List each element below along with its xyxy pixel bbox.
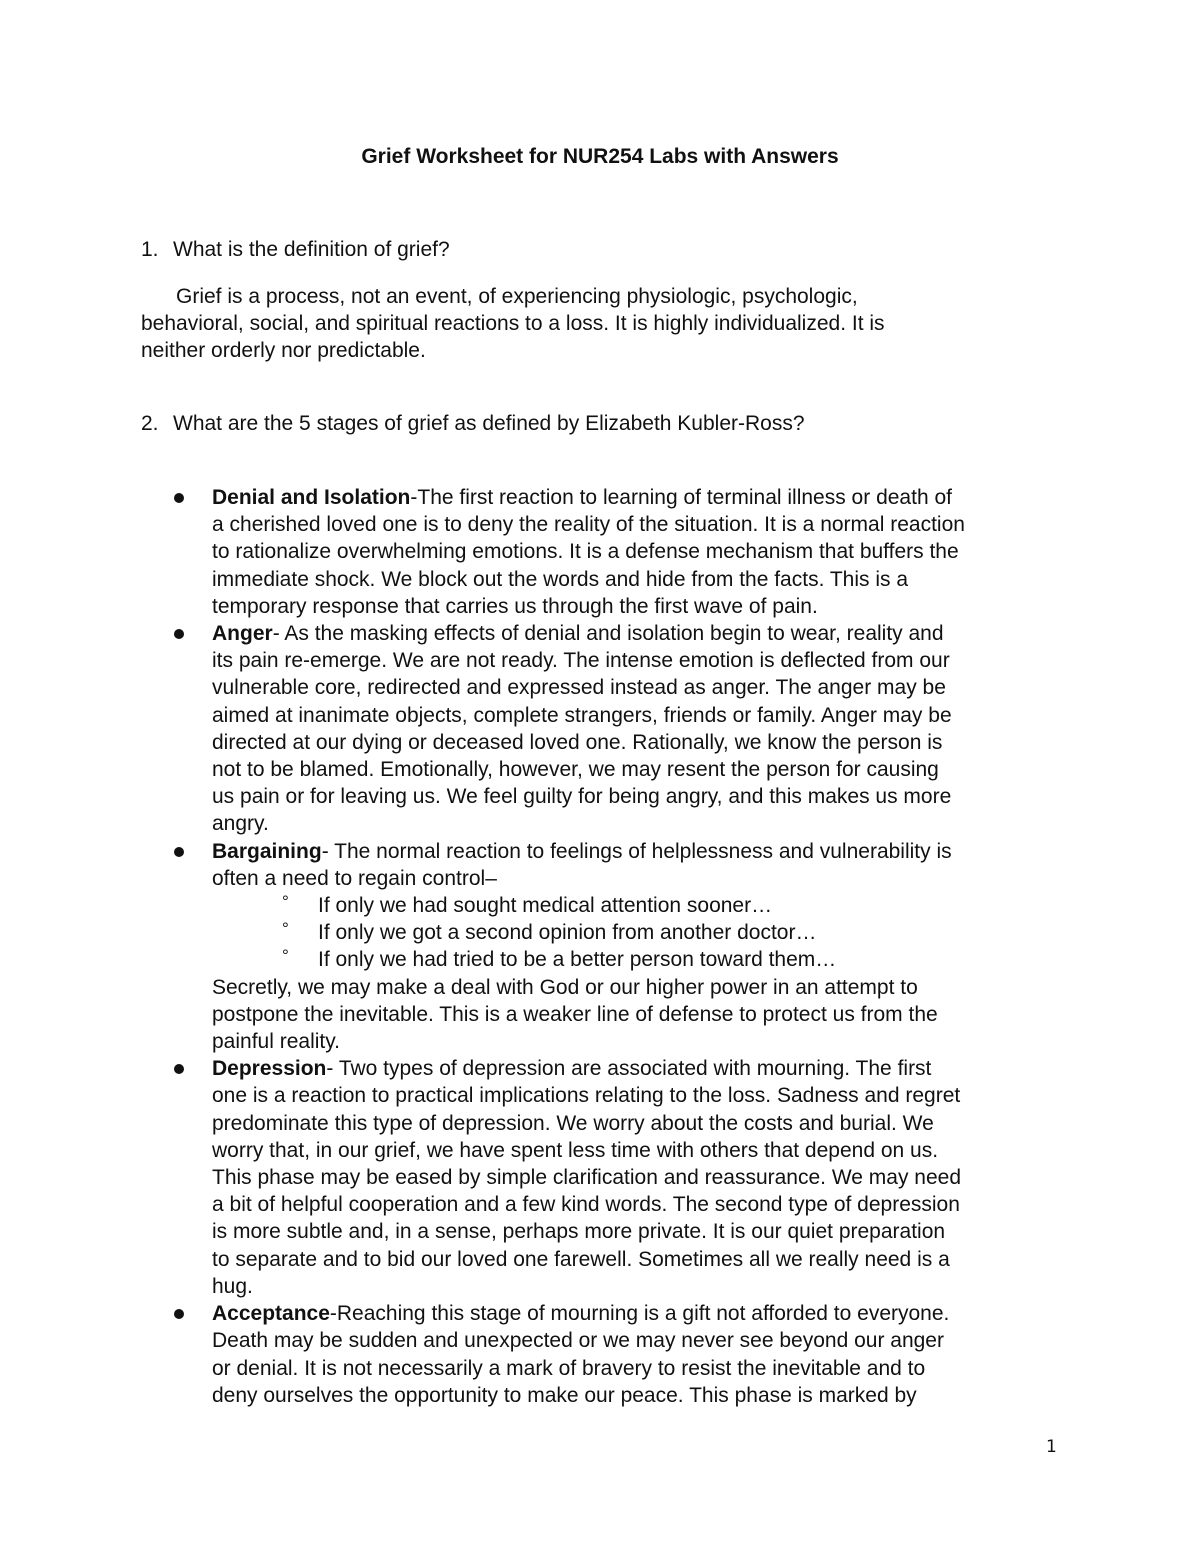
stage-line: hug. — [212, 1274, 253, 1298]
stage-line: painful reality. — [212, 1030, 341, 1054]
sub-item-text: If only we got a second opinion from another doctor… — [318, 921, 817, 945]
stage-term: Acceptance — [212, 1302, 330, 1326]
document-title: Grief Worksheet for NUR254 Labs with Answers — [361, 145, 839, 168]
bullet-icon — [174, 847, 184, 857]
stage-term: Bargaining — [212, 839, 322, 863]
stage-line: aimed at inanimate objects, complete strangers, friends or family. Anger may be — [212, 703, 952, 727]
stage-line — [212, 838, 1200, 865]
sub-list-item — [0, 919, 1200, 946]
question-1-answer — [141, 283, 1041, 365]
question-2 — [141, 410, 805, 437]
stage-line: its pain re-emerge. We are not ready. The intense emotion is deflected from our — [212, 649, 950, 673]
question-2-number: 2. — [141, 412, 159, 435]
stage-line — [212, 1055, 1200, 1082]
bullet-icon — [174, 1309, 184, 1319]
question-1-text: What is the definition of grief? — [173, 238, 450, 261]
sub-item-text: If only we had sought medical attention sooner… — [318, 894, 773, 918]
stage-line — [212, 620, 1200, 647]
stage-line — [212, 484, 1200, 511]
stage-term: Anger — [212, 622, 273, 646]
answer-line: Grief is a process, not an event, of experiencing physiologic, psychologic, — [176, 285, 858, 308]
stage-line: vulnerable core, redirected and expressed instead as anger. The anger may be — [212, 676, 946, 700]
stage-line: a bit of helpful cooperation and a few kind words. The second type of depression — [212, 1193, 960, 1217]
stage-acceptance — [0, 1300, 1200, 1409]
degree-bullet-icon: ° — [282, 892, 289, 912]
stage-line: to rationalize overwhelming emotions. It is a defense mechanism that buffers the — [212, 540, 959, 564]
stage-line: postpone the inevitable. This is a weaker line of defense to protect us from the — [212, 1002, 938, 1026]
stage-line: directed at our dying or deceased loved one. Rationally, we know the person is — [212, 730, 943, 754]
stages-list — [0, 484, 1200, 1409]
degree-bullet-icon: ° — [282, 919, 289, 939]
bullet-icon — [174, 629, 184, 639]
stage-line: one is a reaction to practical implications relating to the loss. Sadness and regret — [212, 1084, 961, 1108]
stage-term: Denial and Isolation — [212, 486, 411, 509]
stage-line: is more subtle and, in a sense, perhaps more private. It is our quiet preparation — [212, 1220, 946, 1244]
stage-text: - Two types of depression are associated with mourning. The first — [326, 1057, 932, 1081]
page-number: 1 — [1046, 1437, 1057, 1457]
stage-line: deny ourselves the opportunity to make our peace. This phase is marked by — [212, 1383, 917, 1407]
stage-line: predominate this type of depression. We worry about the costs and burial. We — [212, 1111, 934, 1135]
answer-line: neither orderly nor predictable. — [141, 339, 426, 363]
stage-text: - The normal reaction to feelings of helplessness and vulnerability is — [321, 839, 952, 863]
stage-line: angry. — [212, 812, 269, 836]
stage-bargaining — [0, 838, 1200, 1056]
stage-line: immediate shock. We block out the words and hide from the facts. This is a — [212, 567, 909, 591]
bullet-icon — [174, 493, 184, 503]
stage-line: This phase may be eased by simple clarification and reassurance. We may need — [212, 1166, 961, 1190]
stage-depression — [0, 1055, 1200, 1300]
stage-denial — [0, 484, 1200, 620]
stage-line: not to be blamed. Emotionally, however, we may resent the person for causing — [212, 758, 939, 782]
stage-line: a cherished loved one is to deny the reality of the situation. It is a normal reaction — [212, 513, 965, 537]
stage-text: -Reaching this stage of mourning is a gift not afforded to everyone. — [329, 1302, 950, 1326]
stage-line: worry that, in our grief, we have spent less time with others that depend on us. — [212, 1138, 939, 1162]
stage-line: Secretly, we may make a deal with God or our higher power in an attempt to — [212, 975, 918, 999]
sub-item-text: If only we had tried to be a better person toward them… — [318, 948, 837, 972]
stage-anger — [0, 620, 1200, 838]
answer-line: behavioral, social, and spiritual reactions to a loss. It is highly individualized. It is — [141, 312, 885, 336]
stage-line: us pain or for leaving us. We feel guilty for being angry, and this makes us more — [212, 785, 952, 809]
question-2-text: What are the 5 stages of grief as defined by Elizabeth Kubler-Ross? — [173, 412, 805, 435]
stage-line: Death may be sudden and unexpected or we may never see beyond our anger — [212, 1329, 944, 1353]
question-1 — [141, 236, 450, 263]
stage-term: Depression — [212, 1057, 327, 1081]
stage-line — [212, 1300, 1200, 1327]
degree-bullet-icon: ° — [282, 946, 289, 966]
sub-list-item — [0, 892, 1200, 919]
bullet-icon — [174, 1064, 184, 1074]
stage-line: temporary response that carries us through the first wave of pain. — [212, 594, 818, 618]
sub-list-item — [0, 946, 1200, 973]
stage-line: often a need to regain control– — [212, 866, 497, 890]
stage-text: -The first reaction to learning of terminal illness or death of — [410, 486, 952, 509]
question-1-number: 1. — [141, 238, 159, 261]
stage-text: - As the masking effects of denial and isolation begin to wear, reality and — [272, 622, 944, 646]
stage-line: to separate and to bid our loved one farewell. Sometimes all we really need is a — [212, 1247, 950, 1271]
stage-line: or denial. It is not necessarily a mark of bravery to resist the inevitable and to — [212, 1356, 926, 1380]
